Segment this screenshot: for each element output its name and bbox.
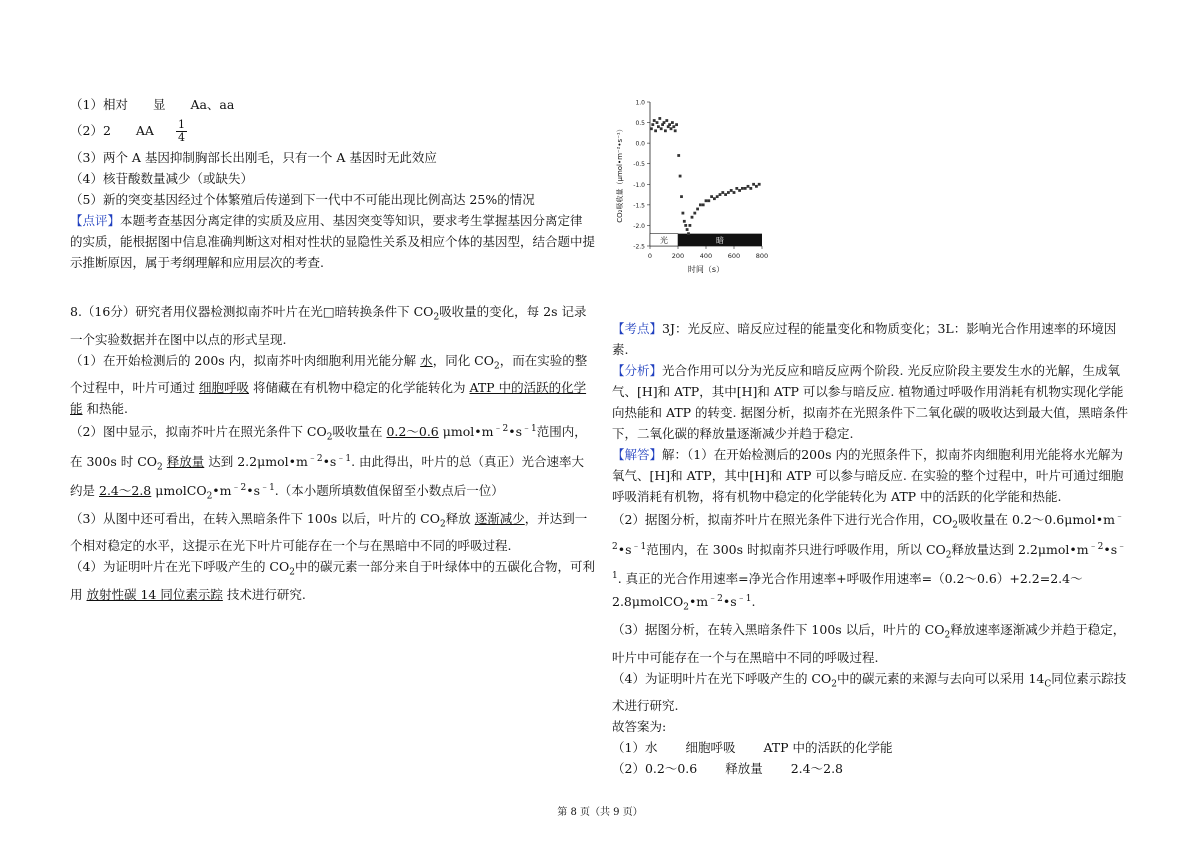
data-point	[758, 183, 761, 186]
data-point	[721, 191, 724, 194]
jieda-1: 【解答】解：（1）在开始检测后的200s 内的光照条件下，拟南芥肉细胞利用光能将水光解为氧气、[H]和 ATP，其中[H]和 ATP 可以参与暗反应. 在实验的整个过程中，叶片可通过细胞呼吸消耗有机物，将有机物中稳定的化学能转化为 ATP 中的活跃的化学能和热能.	[612, 447, 1124, 504]
data-point	[654, 129, 657, 132]
data-point	[747, 185, 750, 188]
data-point	[733, 191, 736, 194]
data-point	[658, 117, 661, 120]
data-point	[677, 154, 680, 157]
x-axis-label: 时间（s）	[687, 265, 725, 274]
data-point	[705, 199, 708, 202]
data-point	[650, 127, 653, 130]
data-point	[683, 220, 686, 223]
data-point	[687, 232, 690, 235]
data-point	[716, 195, 719, 198]
data-point	[686, 228, 689, 231]
final-answer-2: （2）0.2～0.6 释放量 2.4～2.8	[612, 761, 843, 777]
data-point	[689, 224, 692, 227]
answer-blank: ATP 中的活跃的化学能	[70, 380, 587, 416]
question-8-part-3: （3）从图中还可看出，在转入黑暗条件下 100s 以后，叶片的 $CO_2$释放 逐渐减少，并达到一个相对稳定的水平，这提示在光下叶片可能存在一个与在黑暗中不同的呼吸过程.	[70, 510, 588, 554]
data-point	[738, 189, 741, 192]
data-point	[684, 224, 687, 227]
left-column	[70, 94, 595, 605]
data-point	[665, 119, 668, 122]
chart-layer	[615, 100, 768, 275]
answer-blank: 细胞呼吸	[199, 380, 250, 395]
kaodian: 【考点】3J：光反应、暗反应过程的能量变化和物质变化；3L：影响光合作用速率的环境因素.	[612, 321, 1117, 357]
data-point	[653, 119, 656, 122]
final-answer-1: （1）水 细胞呼吸 ATP 中的活跃的化学能	[612, 740, 893, 756]
kaodian-tag: 【考点】	[612, 321, 663, 336]
prev-answer-5: （5）新的突变基因经过个体繁殖后传递到下一代中不可能出现比例高达 25%的情况	[70, 192, 535, 207]
y-axis-label: CO₂吸收量（μmol•m⁻²•s⁻¹）	[616, 125, 624, 223]
data-point	[663, 121, 666, 124]
jieda-2: （2）据图分析，拟南芥叶片在照光条件下进行光合作用，$CO_2$吸收量在 $0.2\sim 0.6\mu mol•m^{﹣2}•s^{﹣1}$范围内，在 300s 时拟南芥只进行呼吸作用，所以 $CO_2$释放量达到 $2.2\mu mol•m^{﹣2}•s^{﹣1}$. 真正的光合作用速率=净光合作用速率+呼吸作用速率$=(0.2\sim 0.6)+2.2=2.4\sim 2.8\mu molCO_2•m^{﹣2}•s^{﹣1}$.	[612, 512, 1127, 614]
jieda-3: （3）据图分析，在转入黑暗条件下 100s 以后，叶片的 $CO_2$释放速率逐渐减少并趋于稳定，叶片中可能存在一个与在黑暗中不同的呼吸过程.	[612, 622, 1126, 665]
data-point	[730, 189, 733, 192]
y-tick-label: 0.5	[635, 120, 645, 128]
data-point	[651, 123, 654, 126]
data-point	[680, 195, 683, 198]
x-tick-label: 800	[755, 252, 769, 260]
answer-blank: 0.2～0.6	[386, 424, 439, 440]
answer-blank: 释放量	[166, 453, 205, 469]
answer-blank: 逐渐减少	[474, 510, 525, 526]
data-point	[752, 183, 755, 186]
data-point	[696, 208, 699, 211]
x-tick-label: 600	[727, 252, 741, 260]
data-point	[707, 199, 710, 202]
y-tick-label: -1.0	[633, 181, 645, 189]
data-point	[744, 187, 747, 190]
comment: 【点评】本题考查基因分离定律的实质及应用、基因突变等知识，要求考生掌握基因分离定律的实质，能根据图中信息准确判断这对相对性状的显隐性关系及相应个体的基因型，结合题中提示推断原因，属于考纲理解和应用层次的考查.	[70, 213, 596, 270]
answer-head: 故答案为:	[612, 719, 667, 735]
answer-blank: 2.4～2.8	[99, 483, 152, 499]
jieda-tag: 【解答】	[612, 447, 663, 462]
data-point	[657, 125, 660, 128]
answer-blank: 放射性碳 14 同位素示踪	[86, 586, 223, 602]
prev-answer-4: （4）核苷酸数量减少（或缺失）	[70, 171, 253, 186]
data-point	[675, 123, 678, 126]
data-point	[660, 127, 663, 130]
fenxi: 【分析】光合作用可以分为光反应和暗反应两个阶段. 光反应阶段主要发生水的光解，生成氧气、[H]和 ATP，其中[H]和 ATP 可以参与暗反应. 植物通过呼吸作用消耗有机物实现化学能向热能和 ATP 的转变. 据图分析，拟南芥在光照条件下二氧化碳的吸收达到最大值，黑暗条件下，二氧化碳的释放量逐渐减少并趋于稳定.	[612, 363, 1128, 441]
prev-answer-2: （2）2 AA $\frac{1}{4}$	[70, 118, 185, 144]
data-point	[668, 123, 671, 126]
y-tick-label: -0.5	[633, 161, 645, 169]
x-tick-label: 400	[699, 252, 713, 260]
fenxi-tag: 【分析】	[612, 363, 663, 378]
data-point	[719, 193, 722, 196]
data-point	[672, 125, 675, 128]
light-bar-label: 光	[660, 236, 668, 245]
x-tick-label: 0	[647, 252, 653, 260]
co2-chart	[612, 92, 777, 287]
data-point	[710, 195, 713, 198]
prev-answer-3: （3）两个 A 基因抑制胸部长出刚毛，只有一个 A 基因时无此效应	[70, 150, 437, 165]
data-point	[702, 203, 705, 206]
y-tick-label: -2.0	[633, 222, 645, 230]
y-tick-label: 0.0	[635, 140, 645, 148]
x-tick-label: 200	[671, 252, 685, 260]
y-tick-label: 1.0	[635, 99, 645, 107]
data-point	[679, 175, 682, 178]
data-point	[713, 197, 716, 200]
fraction-one-quarter: $\frac{1}{4}$	[177, 118, 185, 144]
data-point	[670, 127, 673, 130]
data-point	[656, 121, 659, 124]
comment-tag: 【点评】	[70, 213, 121, 228]
question-8-part-4: （4）为证明叶片在光下呼吸产生的 $CO_2$中的碳元素一部分来自于叶绿体中的五碳化合物，可利用 放射性碳 14 同位素示踪 技术进行研究.	[70, 559, 595, 602]
answer-blank: 水	[420, 352, 433, 368]
question-8-part-1: （1）在开始检测后的 200s 内，拟南芥叶肉细胞利用光能分解 水，同化 $CO_2$，而在实验的整个过程中，叶片可通过 细胞呼吸 将储藏在有机物中稳定的化学能转化为 ATP 中的活跃的化学能 和热能.	[70, 352, 588, 416]
question-8-head: 8.（16分）研究者用仪器检测拟南芥叶片在光□暗转换条件下 $CO_2$吸收量的变化，每 2s 记录一个实验数据并在图中以点的形式呈现.	[70, 304, 587, 347]
data-point	[741, 187, 744, 190]
y-tick-label: -1.5	[633, 202, 645, 210]
prev-answer-1: （1）相对 显 Aa、aa	[70, 97, 235, 112]
data-point	[727, 191, 730, 194]
data-point	[682, 212, 685, 215]
data-point	[755, 185, 758, 188]
data-point	[664, 129, 667, 132]
data-point	[691, 216, 694, 219]
right-column	[612, 318, 1130, 779]
data-point	[699, 203, 702, 206]
y-tick-label: -2.5	[633, 243, 645, 251]
question-8-part-2: （2）图中显示，拟南芥叶片在照光条件下 $CO_2$吸收量在 0.2～0.6 $\mu mol•m^{﹣2}•s^{﹣1}$范围内，在 300s 时 $CO_2$ 释放量 达到 $2.2\mu mol•m^{﹣2}•s^{﹣1}$. 由此得出，叶片的总（真正）光合速率大约是 2.4～2.8 $\mu molCO_2•m^{﹣2}•s^{﹣1}$.（本小题所填数值保留至小数点后一位）	[70, 424, 587, 502]
data-point	[693, 212, 696, 215]
data-point	[749, 187, 752, 190]
data-point	[674, 129, 677, 132]
jieda-4: （4）为证明叶片在光下呼吸产生的 $CO_2$中的碳元素的来源与去向可以采用 $14_C$同位素示踪技术进行研究.	[612, 670, 1127, 714]
data-point	[735, 187, 738, 190]
page-footer: 第 8 页（共 9 页）	[557, 807, 643, 818]
data-point	[724, 193, 727, 196]
data-point	[671, 121, 674, 124]
dark-bar-label: 暗	[716, 236, 724, 245]
